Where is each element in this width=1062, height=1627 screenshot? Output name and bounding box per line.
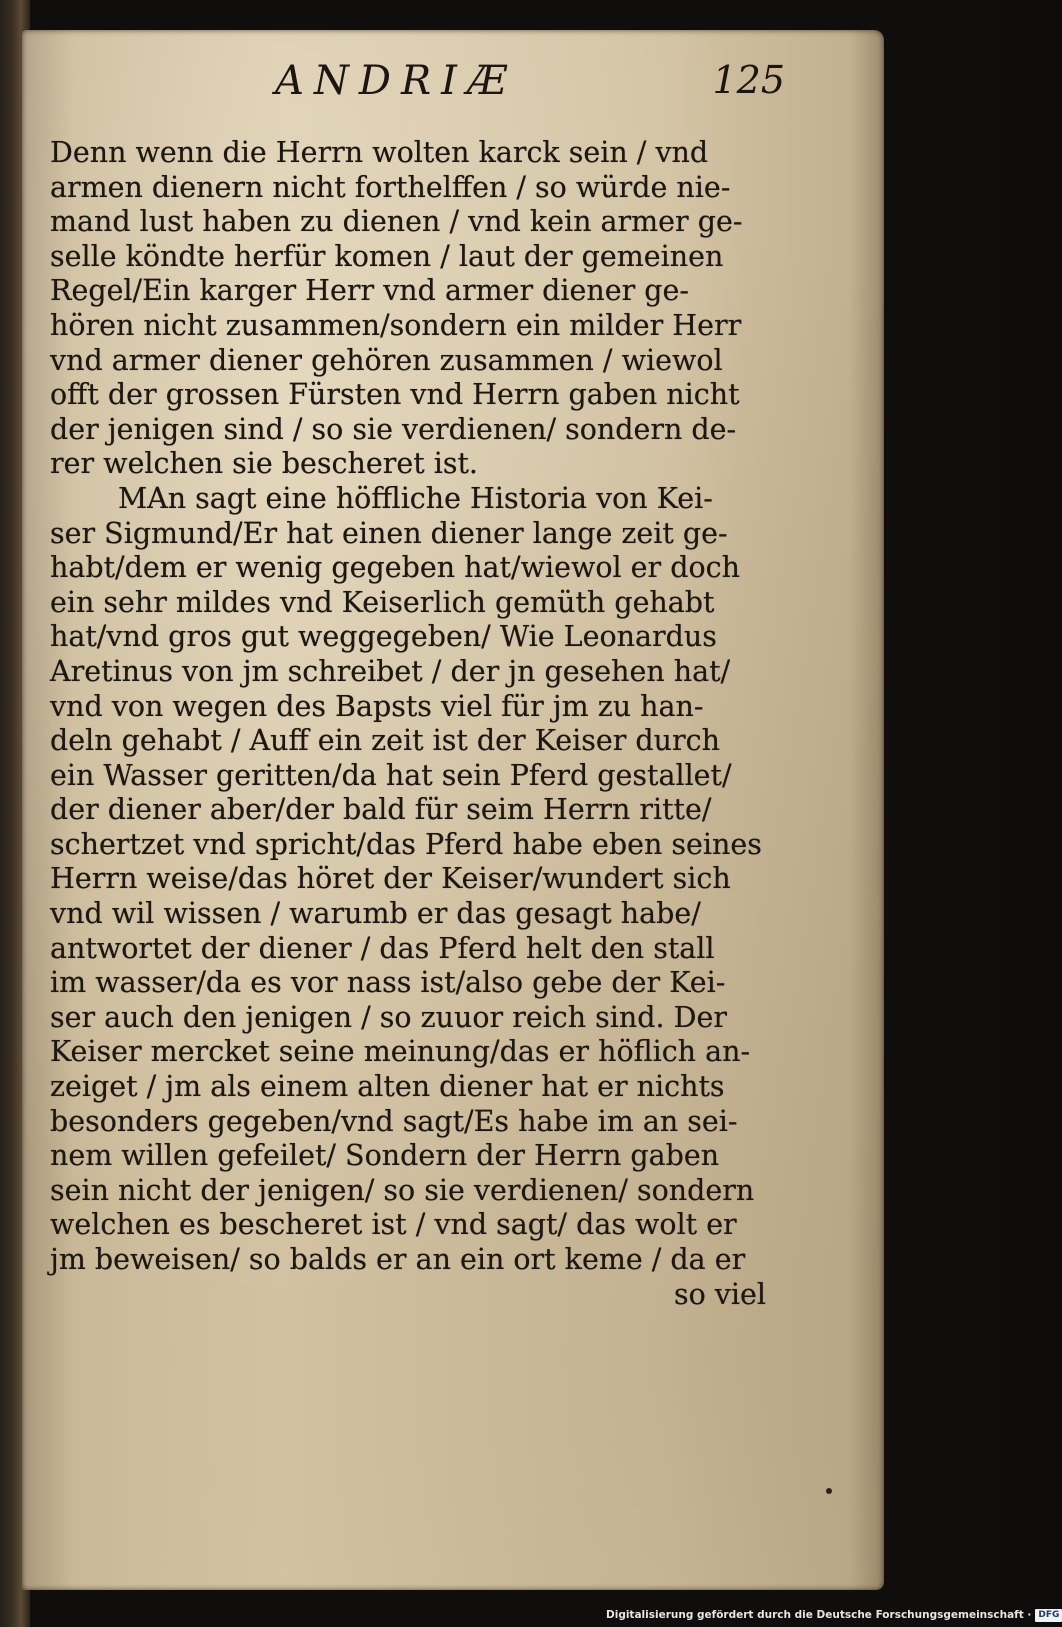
text-line: Denn wenn die Herrn wolten karck sein / vnd bbox=[50, 136, 709, 169]
text-line: Herrn weise/das höret der Keiser/wundert sich bbox=[50, 862, 731, 896]
text-line: hören nicht zusammen/sondern ein milder Herr bbox=[50, 308, 742, 342]
text-line: der jenigen sind / so sie verdienen/ sondern de- bbox=[50, 412, 737, 446]
text-line: deln gehabt / Auff ein zeit ist der Keiser durch bbox=[50, 724, 720, 758]
text-line: welchen es bescheret ist / vnd sagt/ das wolt er bbox=[50, 1208, 737, 1242]
text-line: mand lust haben zu dienen / vnd kein armer ge- bbox=[50, 205, 743, 239]
text-line: im wasser/da es vor nass ist/also gebe der Kei- bbox=[50, 966, 726, 1000]
text-line: jm beweisen/ so balds er an ein ort keme / da er bbox=[50, 1243, 746, 1276]
text-line: habt/dem er wenig gegeben hat/wiewol er doch bbox=[50, 551, 740, 585]
digitization-credit bbox=[606, 1606, 1062, 1624]
catchword: so viel bbox=[673, 1277, 766, 1311]
text-line: hat/vnd gros gut weggegeben/ Wie Leonardus bbox=[50, 620, 717, 654]
running-head bbox=[255, 58, 815, 118]
text-line: vnd wil wissen / warumb er das gesagt habe/ bbox=[50, 897, 701, 931]
text-line: Aretinus von jm schreibet / der jn gesehen hat/ bbox=[50, 654, 731, 688]
text-line: nem willen gefeilet/ Sondern der Herrn gaben bbox=[50, 1139, 720, 1173]
body-text bbox=[50, 136, 770, 1312]
text-line: Keiser mercket seine meinung/das er höflich an- bbox=[50, 1035, 751, 1069]
text-line: ein Wasser geritten/da hat sein Pferd gestallet/ bbox=[50, 758, 732, 792]
text-line: besonders gegeben/vnd sagt/Es habe im an sei- bbox=[50, 1104, 738, 1138]
running-head-title: ANDRIÆ bbox=[275, 58, 517, 104]
text-line: selle köndte herfür komen / laut der gemeinen bbox=[50, 239, 724, 273]
paragraph-start-line: MAn sagt eine höffliche Historia von Kei- bbox=[118, 481, 713, 515]
text-line: sein nicht der jenigen/ so sie verdienen/ sondern bbox=[50, 1173, 755, 1207]
text-line: rer welchen sie bescheret ist. bbox=[50, 447, 478, 481]
text-line: antwortet der diener / das Pferd helt den stall bbox=[50, 931, 715, 965]
credit-text: Digitalisierung gefördert durch die Deutsche Forschungsgemeinschaft · bbox=[606, 1609, 1032, 1621]
text-line: ser Sigmund/Er hat einen diener lange zeit ge- bbox=[50, 516, 728, 550]
text-line: vnd armer diener gehören zusammen / wiewol bbox=[50, 343, 723, 377]
dfg-logo: DFG bbox=[1035, 1609, 1062, 1622]
ink-speck bbox=[826, 1488, 832, 1494]
text-line: zeiget / jm als einem alten diener hat er nichts bbox=[50, 1070, 725, 1104]
text-line: ein sehr mildes vnd Keiserlich gemüth gehabt bbox=[50, 585, 715, 619]
text-line: vnd von wegen des Bapsts viel für jm zu han- bbox=[50, 689, 704, 723]
text-line: schertzet vnd spricht/das Pferd habe eben seines bbox=[50, 827, 762, 861]
text-line: armen dienern nicht forthelffen / so würde nie- bbox=[50, 170, 731, 204]
text-line: Regel/Ein karger Herr vnd armer diener ge- bbox=[50, 274, 690, 308]
text-line: offt der grossen Fürsten vnd Herrn gaben nicht bbox=[50, 378, 740, 412]
text-line: der diener aber/der bald für seim Herrn ritte/ bbox=[50, 793, 712, 827]
page-number: 125 bbox=[712, 58, 785, 102]
text-line: ser auch den jenigen / so zuuor reich sind. Der bbox=[50, 1000, 727, 1034]
